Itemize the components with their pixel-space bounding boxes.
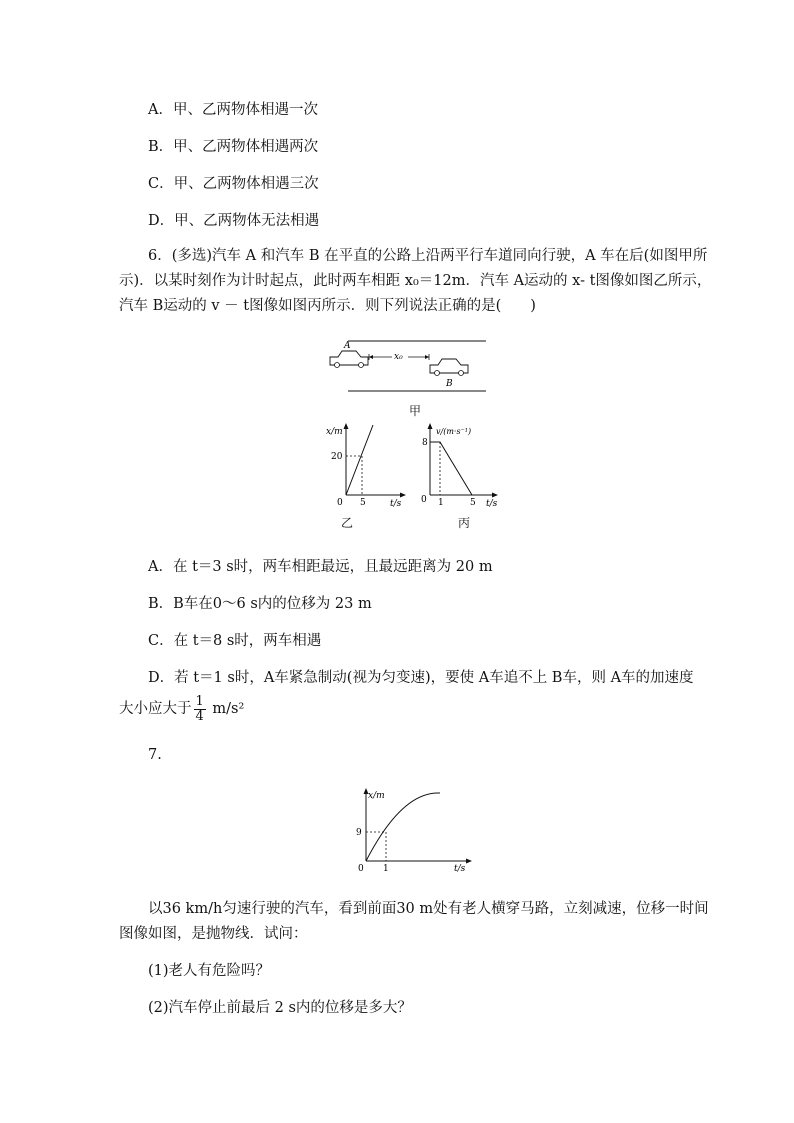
y-tick-20: 20: [331, 452, 343, 462]
question-6-option-d-line-1: D．若 t＝1 s时，A车紧急制动(视为匀变速)，要使 A车追不上 B车，则 A车的加速度: [148, 670, 694, 686]
question-6-option-d-line-2: [119, 692, 244, 726]
question-6-option-c: C．在 t＝8 s时，两车相遇: [148, 633, 322, 649]
line-car-a: [346, 425, 373, 495]
x-tick-5: 5: [360, 498, 366, 508]
fraction-denominator: 4: [195, 708, 204, 724]
figure-q7-x-t-graph: [350, 785, 480, 875]
question-6-line-1: 6．(多选)汽车 A 和汽车 B 在平直的公路上沿两平行车道同向行驶，A 车在后(如图甲所: [148, 248, 708, 264]
origin-label: 0: [421, 495, 427, 505]
figure-yi-x-t-graph: [322, 422, 412, 514]
parabola-curve: [366, 793, 440, 861]
car-b-icon: [430, 359, 468, 376]
question-7-sub-1: (1)老人有危险吗？: [148, 963, 271, 979]
x-axis-arrow: [492, 493, 498, 498]
label-car-b: B: [446, 379, 453, 389]
y-tick-8: 8: [422, 438, 428, 448]
option-a-prev: A．甲、乙两物体相遇一次: [148, 102, 318, 118]
fraction-one-quarter: [194, 695, 206, 724]
question-7-text-line-2: 图像如图，是抛物线．试问：: [119, 926, 308, 942]
question-6-option-b: B．B车在0～6 s内的位移为 23 m: [148, 596, 372, 612]
y-axis-arrow: [428, 423, 433, 429]
y-axis-label: v/(m·s⁻¹): [436, 427, 472, 436]
question-7-text-line-1: 以36 km/h匀速行驶的汽车，看到前面30 m处有老人横穿马路，立刻减速，位移一时间: [148, 901, 709, 917]
x-axis-arrow: [400, 493, 406, 498]
x-axis-label: t/s: [486, 499, 498, 509]
caption-jia: 甲: [409, 404, 422, 418]
label-car-a: A: [344, 341, 351, 351]
question-7-sub-2: (2)汽车停止前最后 2 s内的位移是多大？: [148, 1000, 412, 1016]
option-d-unit: m/s²: [207, 701, 245, 717]
question-7-number: 7.: [148, 747, 162, 763]
caption-bing: 丙: [458, 516, 471, 530]
y-axis-arrow: [344, 423, 349, 429]
option-c-prev: C．甲、乙两物体相遇三次: [148, 176, 319, 192]
x-axis-arrow: [466, 859, 472, 864]
x-axis-label: t/s: [454, 864, 466, 874]
line-car-b: [430, 442, 472, 495]
option-d-prev: D．甲、乙两物体无法相遇: [148, 213, 320, 229]
x-tick-5: 5: [470, 498, 476, 508]
y-axis-label: x/m: [368, 791, 385, 801]
fraction-numerator: 1: [195, 693, 204, 709]
label-x0: x₀: [394, 352, 403, 362]
question-6-line-2: 示)．以某时刻作为计时起点，此时两车相距 x₀＝12m．汽车 A运动的 x- t图像如图乙所示，: [119, 273, 712, 289]
origin-label: 0: [358, 864, 364, 874]
y-tick-9: 9: [356, 828, 362, 838]
car-a-icon: [330, 351, 368, 368]
origin-label: 0: [337, 498, 343, 508]
option-b-prev: B．甲、乙两物体相遇两次: [148, 139, 319, 155]
x-axis-label: t/s: [390, 499, 402, 509]
x-tick-1: 1: [383, 864, 389, 874]
x-tick-1: 1: [438, 498, 444, 508]
caption-yi: 乙: [341, 516, 354, 530]
y-axis-label: x/m: [326, 427, 343, 437]
option-d-prefix: 大小应大于: [119, 701, 192, 717]
question-6-line-3: 汽车 B运动的 v － t图像如图丙所示．则下列说法正确的是( ): [119, 298, 536, 314]
figure-bing-v-t-graph: [418, 422, 508, 514]
question-6-option-a: A．在 t＝3 s时，两车相距最远，且最远距离为 20 m: [148, 559, 493, 575]
